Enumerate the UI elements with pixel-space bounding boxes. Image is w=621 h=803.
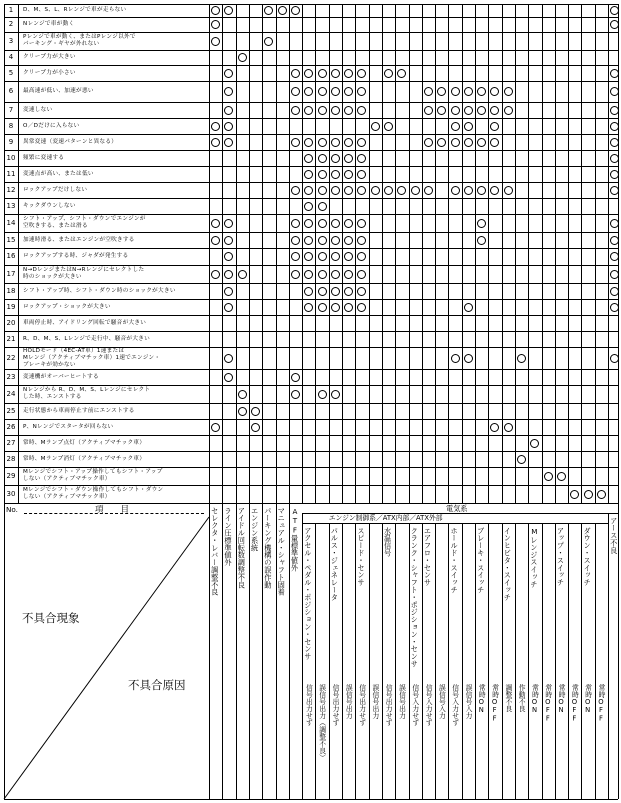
- column-sublabel: 常時ON: [530, 684, 539, 715]
- row-description: キックダウンしない: [23, 202, 76, 209]
- row-description: クリープ力が小さい: [23, 69, 76, 76]
- header-electrical-group: 電気系: [446, 504, 468, 513]
- row-number: 29: [6, 471, 16, 480]
- column-label: インヒビタ・スイッチ: [503, 527, 513, 601]
- column-sublabel: 常時OFF: [543, 684, 552, 723]
- column-sublabel: 信号入力せず: [450, 684, 459, 726]
- column-sublabel: 常時OFF: [596, 684, 605, 723]
- column-sublabel: 常時ON: [557, 684, 566, 715]
- column-sublabel: 常時ON: [477, 684, 486, 715]
- row-description: D、M、S、L、Rレンジで車が走らない: [23, 7, 127, 13]
- row-number: 6: [8, 87, 14, 95]
- row-description: 走行状態から車両停止す前にエンストする: [23, 407, 135, 414]
- row-description: ロックアップ・ショックが大きい: [23, 303, 111, 310]
- column-sublabel: 誤信号出力（調整不良）: [317, 684, 326, 761]
- column-sublabel: 信号入力せず: [410, 684, 419, 726]
- column-label: 水温信号: [383, 527, 393, 557]
- row-number: 20: [6, 318, 16, 327]
- column-label: Mレンジスイッチ: [529, 527, 539, 588]
- row-description: Nレンジから R、D、M、S、Lレンジにセレクト した時、エンストする: [23, 387, 151, 400]
- row-number: 23: [6, 372, 16, 381]
- column-label: アイドル回転数調整不良: [237, 507, 247, 589]
- column-label: アップ・スイッチ: [556, 527, 566, 587]
- row-number: 12: [6, 185, 16, 194]
- row-number: 4: [8, 53, 14, 61]
- row-number: 18: [6, 286, 16, 295]
- row-number: 2: [8, 20, 14, 28]
- row-number: 16: [6, 252, 16, 260]
- row-number: 8: [8, 121, 14, 130]
- row-description: ロックアップする時、ジャダが発生する: [23, 253, 129, 259]
- row-number: 24: [6, 389, 16, 398]
- column-sublabel: 信号入力せず: [424, 684, 433, 726]
- column-label: クランク・シャフト・ポジション・センサ: [410, 527, 420, 668]
- row-number: 28: [6, 454, 16, 463]
- column-sublabel: 誤信号出力: [344, 684, 353, 719]
- column-sublabel: 作動不良: [517, 684, 526, 712]
- column-sublabel: 誤信号出力: [370, 684, 379, 719]
- row-number: 30: [6, 489, 16, 498]
- column-sublabel: 信号出力せず: [304, 684, 313, 726]
- row-description: シフト・アップ、シフト・ダウンでエンジンが 空吹きする、または滑る: [23, 216, 146, 229]
- row-number: 22: [6, 353, 16, 362]
- label-cause: 不具合原因: [128, 678, 186, 692]
- column-label: パルス・ジェネレータ: [330, 527, 340, 601]
- header-engine-control-group: エンジン制御系／ATX内部／ATX外部: [328, 514, 443, 522]
- row-number: 9: [8, 137, 14, 146]
- column-label: セレクタ・レバー調整不良: [210, 507, 220, 596]
- column-sublabel: 誤信号出力: [397, 684, 406, 719]
- row-description: O／Dだけに入らない: [23, 122, 80, 129]
- row-description: Pレンジで車が動く、またはPレンジ以外で パーキング・ギヤが外れない: [23, 34, 136, 47]
- column-label: エアフロ・センサ: [423, 527, 433, 587]
- column-label: パーキング機構の誤作動: [263, 507, 273, 589]
- column-sublabel: 常時OFF: [490, 684, 499, 723]
- row-number: 19: [6, 302, 16, 311]
- column-sublabel: 信号出力せず: [357, 684, 366, 726]
- label-phenomenon: 不具合現象: [22, 611, 80, 625]
- column-label: ホールド・スイッチ: [450, 527, 460, 594]
- row-number: 25: [6, 406, 16, 415]
- row-number: 1: [8, 6, 14, 14]
- column-label: ライン圧標準値外: [224, 507, 233, 567]
- row-description: ロックアップだけしない: [23, 186, 88, 193]
- column-sublabel: 調整不良: [503, 684, 512, 712]
- row-number: 13: [6, 201, 16, 210]
- row-number: 10: [6, 153, 16, 162]
- row-description: 頻繁に変速する: [23, 154, 65, 161]
- row-description: 車両停止時、アイドリング回転で騒音が大きい: [23, 319, 147, 326]
- row-number: 15: [6, 235, 16, 244]
- row-description: 常時、Mランプ消灯（アクティブマチック車）: [23, 455, 146, 462]
- row-number: 7: [8, 105, 14, 114]
- column-label: エンジン系統: [250, 507, 260, 552]
- diagonal-line: [4, 517, 209, 799]
- row-description: P、Nレンジでスタータが回らない: [23, 423, 114, 430]
- column-sublabel: 信号出力せず: [330, 684, 339, 726]
- column-sublabel: 誤信号入力: [463, 684, 472, 719]
- column-sublabel: 誤信号入力: [437, 684, 446, 719]
- row-description: Nレンジで車が動く: [23, 21, 75, 27]
- row-number: 17: [6, 269, 16, 278]
- row-number: 14: [6, 218, 16, 227]
- row-description: 異常変速（変速パターンと異なる）: [23, 138, 118, 145]
- row-number: 26: [6, 422, 16, 431]
- row-number: 3: [8, 36, 14, 45]
- row-description: 最高速が低い、加速が悪い: [23, 88, 94, 94]
- column-label: ATF量標準値外: [290, 507, 300, 572]
- row-number: 21: [6, 334, 16, 343]
- header-item-label: 項 目: [95, 505, 130, 515]
- row-description: 変速機がオーバーヒートする: [23, 373, 99, 380]
- row-description: Mレンジでシフト・ダウン操作してもシフト・ダウン しない（アクティブマチック車）: [23, 487, 164, 500]
- column-label: アース不良: [609, 517, 619, 554]
- row-number: 27: [6, 438, 16, 447]
- row-description: N→DレンジまたはN→Rレンジにセレクトした 時のショックが大きい: [23, 267, 145, 280]
- column-label: スピード・センサ: [357, 527, 366, 587]
- column-sublabel: 常時ON: [583, 684, 592, 715]
- row-description: クリープ力が大きい: [23, 54, 76, 60]
- row-number: 11: [6, 169, 16, 178]
- row-description: 変速点が高い、または低い: [23, 170, 94, 177]
- column-label: ダウン・スイッチ: [583, 527, 593, 587]
- row-description: 常時、Mランプ点灯（アクティブマチック車）: [23, 439, 146, 446]
- column-sublabel: 信号出力せず: [384, 684, 393, 726]
- row-description: HOLDモード（4EC-AT車）1速または Mレンジ（アクティブマチック車）1速でエンジン・ ブレーキが効かない: [23, 347, 161, 368]
- row-description: 加速時滑る、またはエンジンが空吹きする: [23, 236, 135, 243]
- row-number: 5: [8, 68, 14, 77]
- row-description: 変速しない: [23, 106, 53, 113]
- row-description: シフト・アップ時、シフト・ダウン時のショックが大きい: [23, 287, 176, 294]
- row-description: Mレンジでシフト・アップ操作してもシフト・アップ しない（アクティブマチック車）: [23, 469, 163, 482]
- column-label: アクセル・ペダル・ポジション・センサ: [303, 527, 313, 661]
- column-sublabel: 常時OFF: [570, 684, 579, 723]
- row-description: R、D、M、S、Lレンジで走行中、騒音が大きい: [23, 335, 150, 342]
- column-label: マニュアル・シャフト固着: [277, 507, 287, 596]
- header-no-label: No.: [6, 505, 18, 514]
- column-label: ブレーキ・スイッチ: [476, 527, 486, 594]
